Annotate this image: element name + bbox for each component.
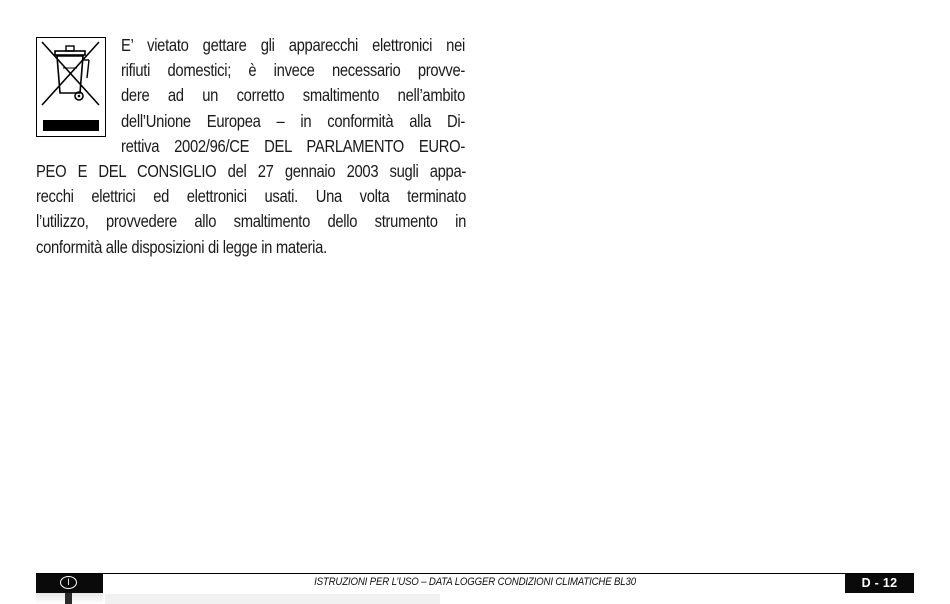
weee-symbol	[36, 37, 106, 137]
footer-rule	[36, 573, 914, 574]
notice-line: recchi elettrici ed elettronici usati. Una volta terminato	[36, 186, 466, 207]
notice-line: conformità alle disposizioni di legge in materia.	[36, 236, 327, 257]
notice-paragraph-beside-icon	[121, 33, 465, 159]
notice-line: rettiva 2002/96/CE DEL PARLAMENTO EURO-	[121, 135, 465, 156]
crossed-out-wheelie-bin-icon	[37, 38, 104, 135]
language-i-icon: I	[60, 576, 77, 589]
language-badge	[36, 574, 103, 593]
notice-line: dell’Unione Europea – in conformità alla Di-	[121, 110, 465, 131]
weee-bar	[43, 120, 99, 131]
notice-line: E’ vietato gettare gli apparecchi elettronici nei	[121, 35, 465, 55]
footer-title: ISTRUZIONI PER L’USO – DATA LOGGER CONDIZIONI CLIMATICHE BL30	[314, 576, 636, 588]
notice-line: dere ad un corretto smaltimento nell’ambito	[121, 85, 465, 106]
language-badge-stem	[65, 593, 72, 604]
page-number-badge: D - 12	[845, 574, 914, 593]
notice-paragraph-full-width	[36, 159, 466, 260]
notice-line: rifiuti domestici; è invece necessario provve-	[121, 60, 465, 81]
footer-underline-fade	[105, 594, 440, 604]
notice-line: PEO E DEL CONSIGLIO del 27 gennaio 2003 sugli appa-	[36, 161, 466, 181]
notice-line: l’utilizzo, provvedere allo smaltimento dello strumento in	[36, 211, 466, 232]
